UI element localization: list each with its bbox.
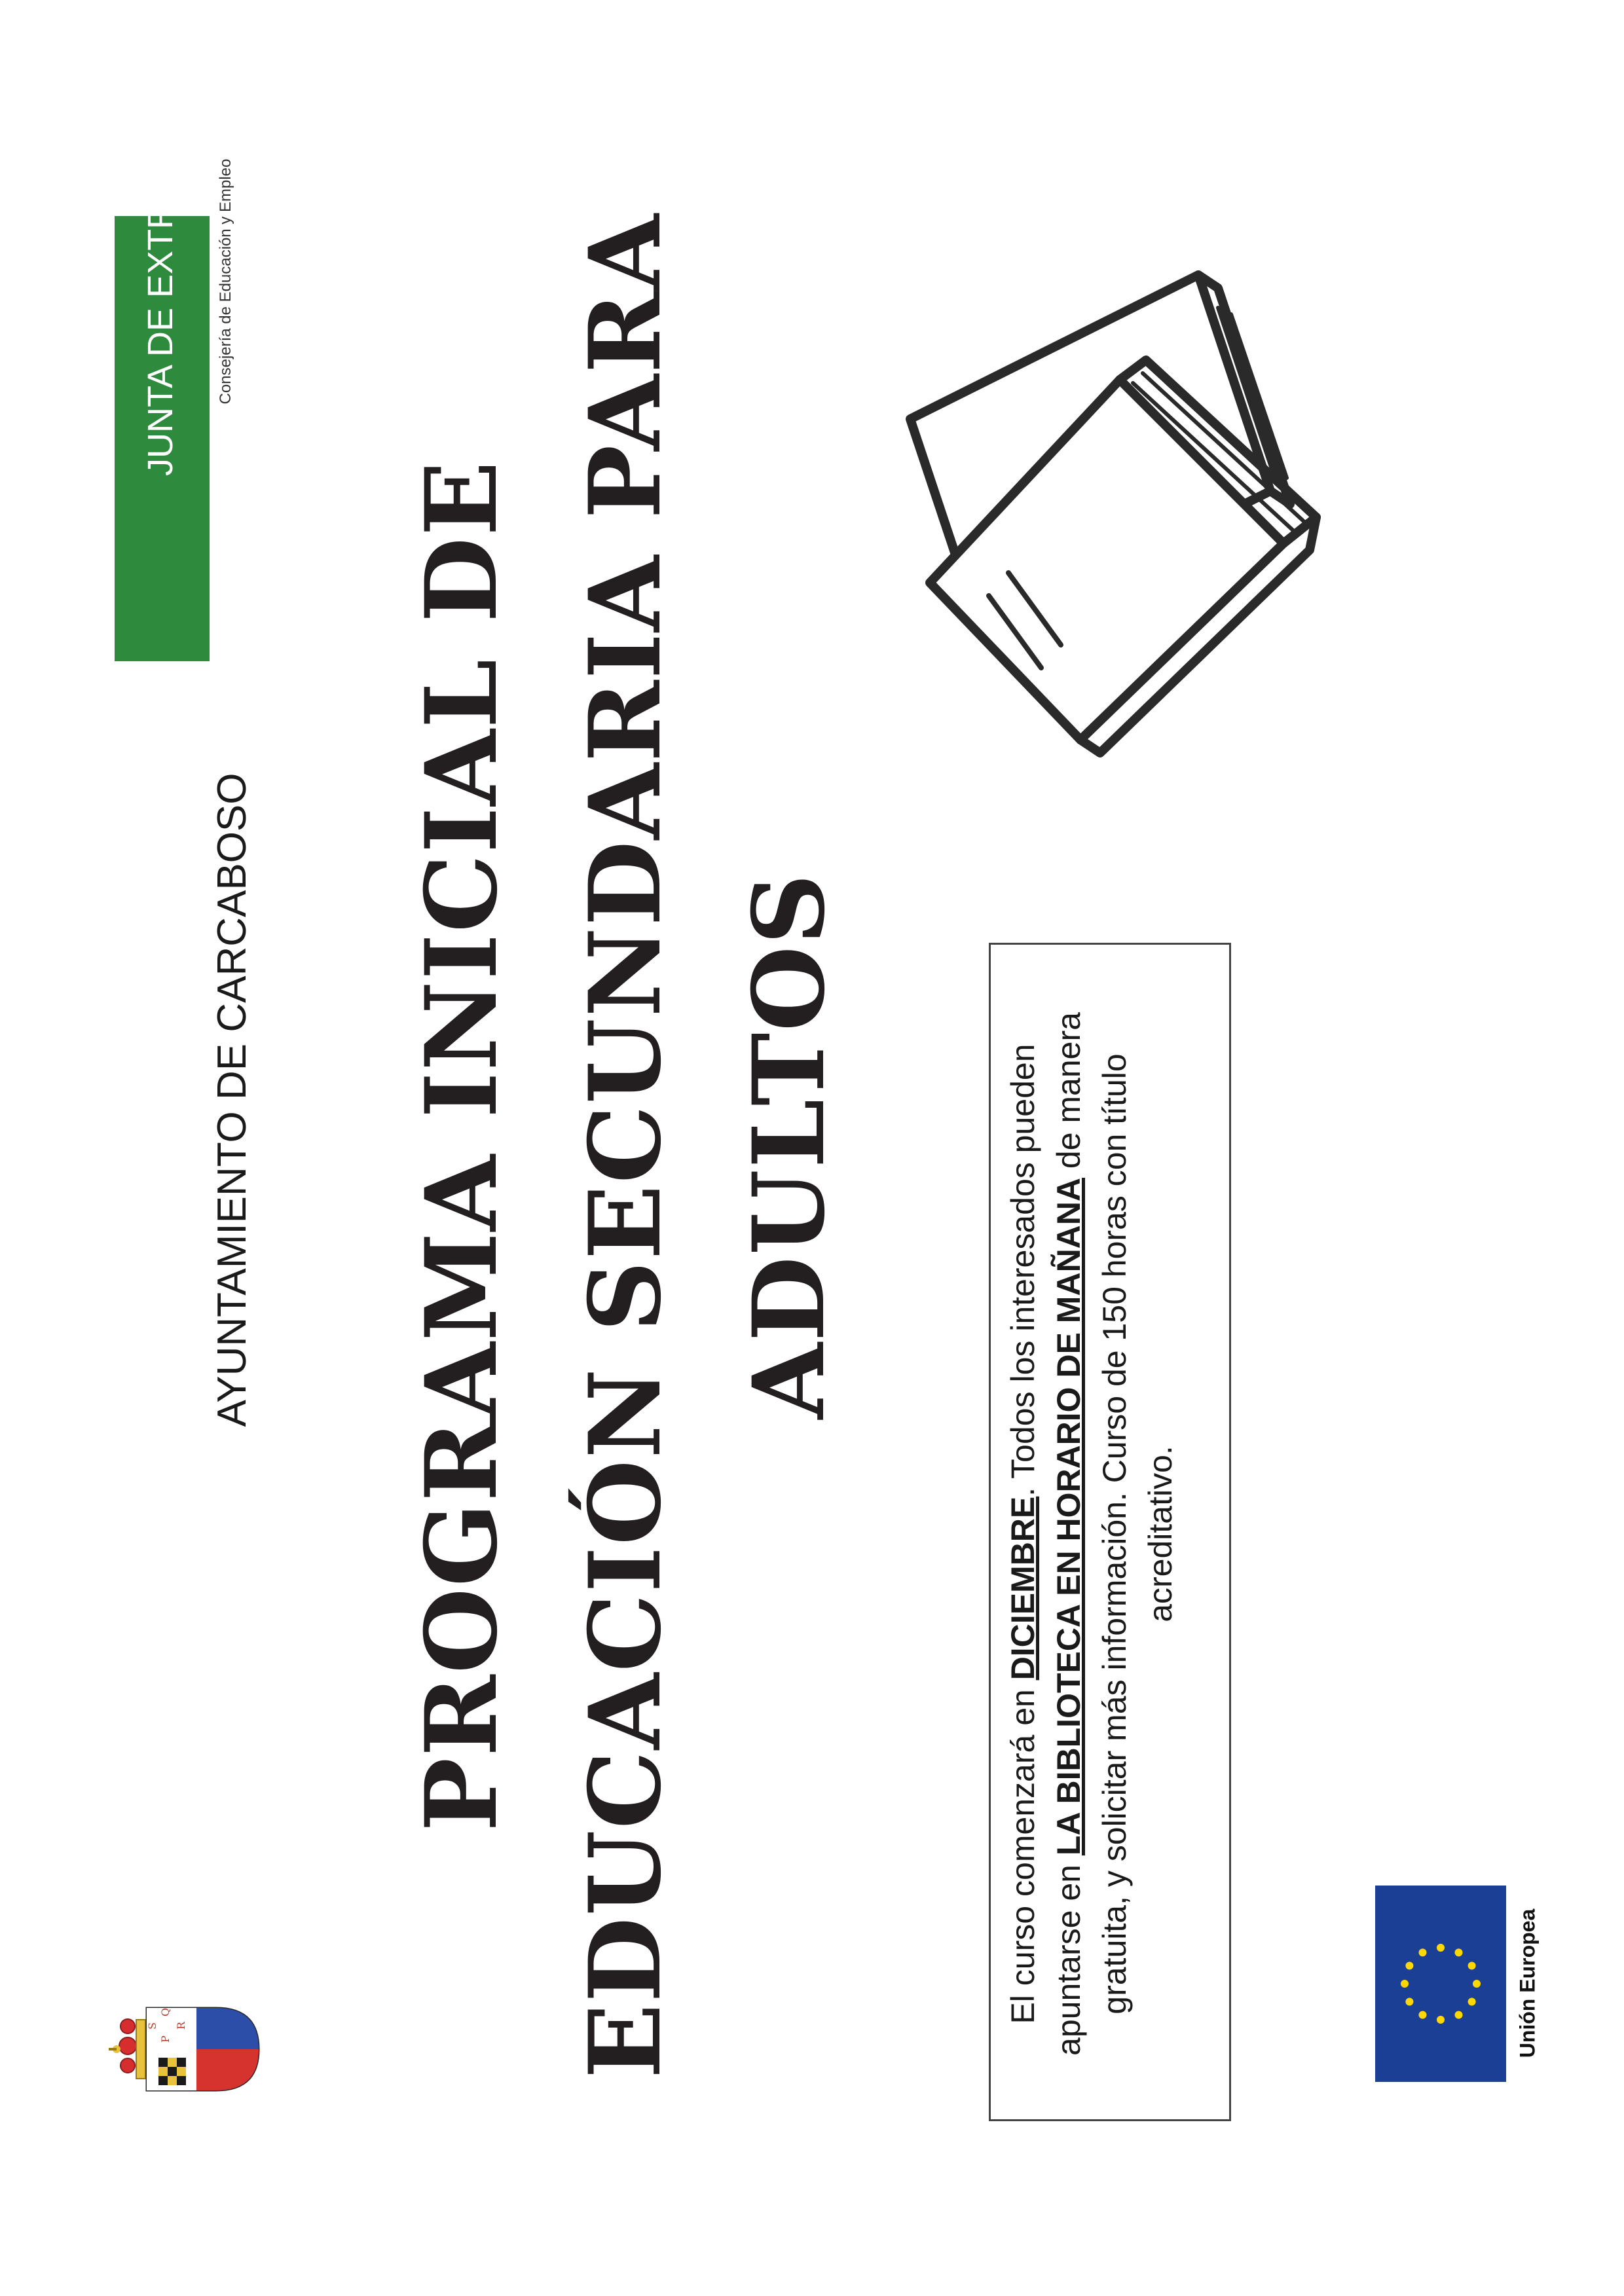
municipality-heading-wrap [193, 773, 272, 1964]
eu-star [1455, 2011, 1463, 2019]
eu-star [1468, 1998, 1476, 2006]
notice-box [989, 943, 1231, 2121]
eu-star [1419, 2011, 1427, 2019]
eu-star [1437, 2016, 1445, 2024]
eu-stars-icon [1375, 1886, 1506, 2082]
eu-star [1455, 1948, 1463, 1956]
eu-star [1437, 1944, 1445, 1952]
title-line-3: ADULTOS [731, 872, 847, 1419]
eu-label-wrap [1513, 1886, 1542, 2082]
title-line-2: EDUCACIÓN SECUNDARIA PARA [568, 213, 683, 2079]
eu-star [1405, 1962, 1413, 1970]
coat-letter: Q [159, 2007, 172, 2016]
notice-part: El curso comenzará en [1005, 1680, 1041, 2024]
coat-letter: P [159, 2035, 172, 2043]
notice-highlight-month: DICIEMBRE [1005, 1496, 1041, 1681]
junta-department-text: Consejería de Educación y Empleo [217, 158, 234, 405]
eu-star [1473, 1980, 1481, 1988]
coat-of-arms-icon [105, 2000, 268, 2098]
notice-text [991, 945, 1233, 2123]
eu-star [1405, 1998, 1413, 2006]
page-title [380, 164, 851, 2128]
coat-letter: S [146, 2022, 158, 2030]
eu-star [1468, 1962, 1476, 1970]
eu-star [1401, 1980, 1409, 1988]
eu-star [1419, 1948, 1427, 1956]
coat-letter: R [175, 2021, 187, 2030]
notice-highlight-location: LA BIBLIOTECA EN HORARIO DE MAÑANA [1050, 1178, 1087, 1856]
junta-extremadura-logo [115, 26, 210, 661]
eu-logo [1375, 1886, 1506, 2082]
title-wrap [380, 164, 851, 2128]
notice-part: . Todos los interesados pueden apuntarse en [1005, 1044, 1087, 2056]
books-icon [904, 268, 1336, 766]
eu-label: Unión Europea [1515, 1908, 1540, 2058]
junta-logo-text: JUNTA DE EXTREMADURA [141, 26, 180, 476]
municipality-heading: AYUNTAMIENTO DE CARCABOSO [210, 773, 255, 1427]
notice-part: de manera gratuita, y solicitar más información. Curso de 150 horas con título acreditativo. [1050, 1012, 1179, 2014]
junta-department-wrap [213, 158, 239, 635]
title-line-1: PROGRAMA INICIAL DE [404, 460, 519, 1832]
